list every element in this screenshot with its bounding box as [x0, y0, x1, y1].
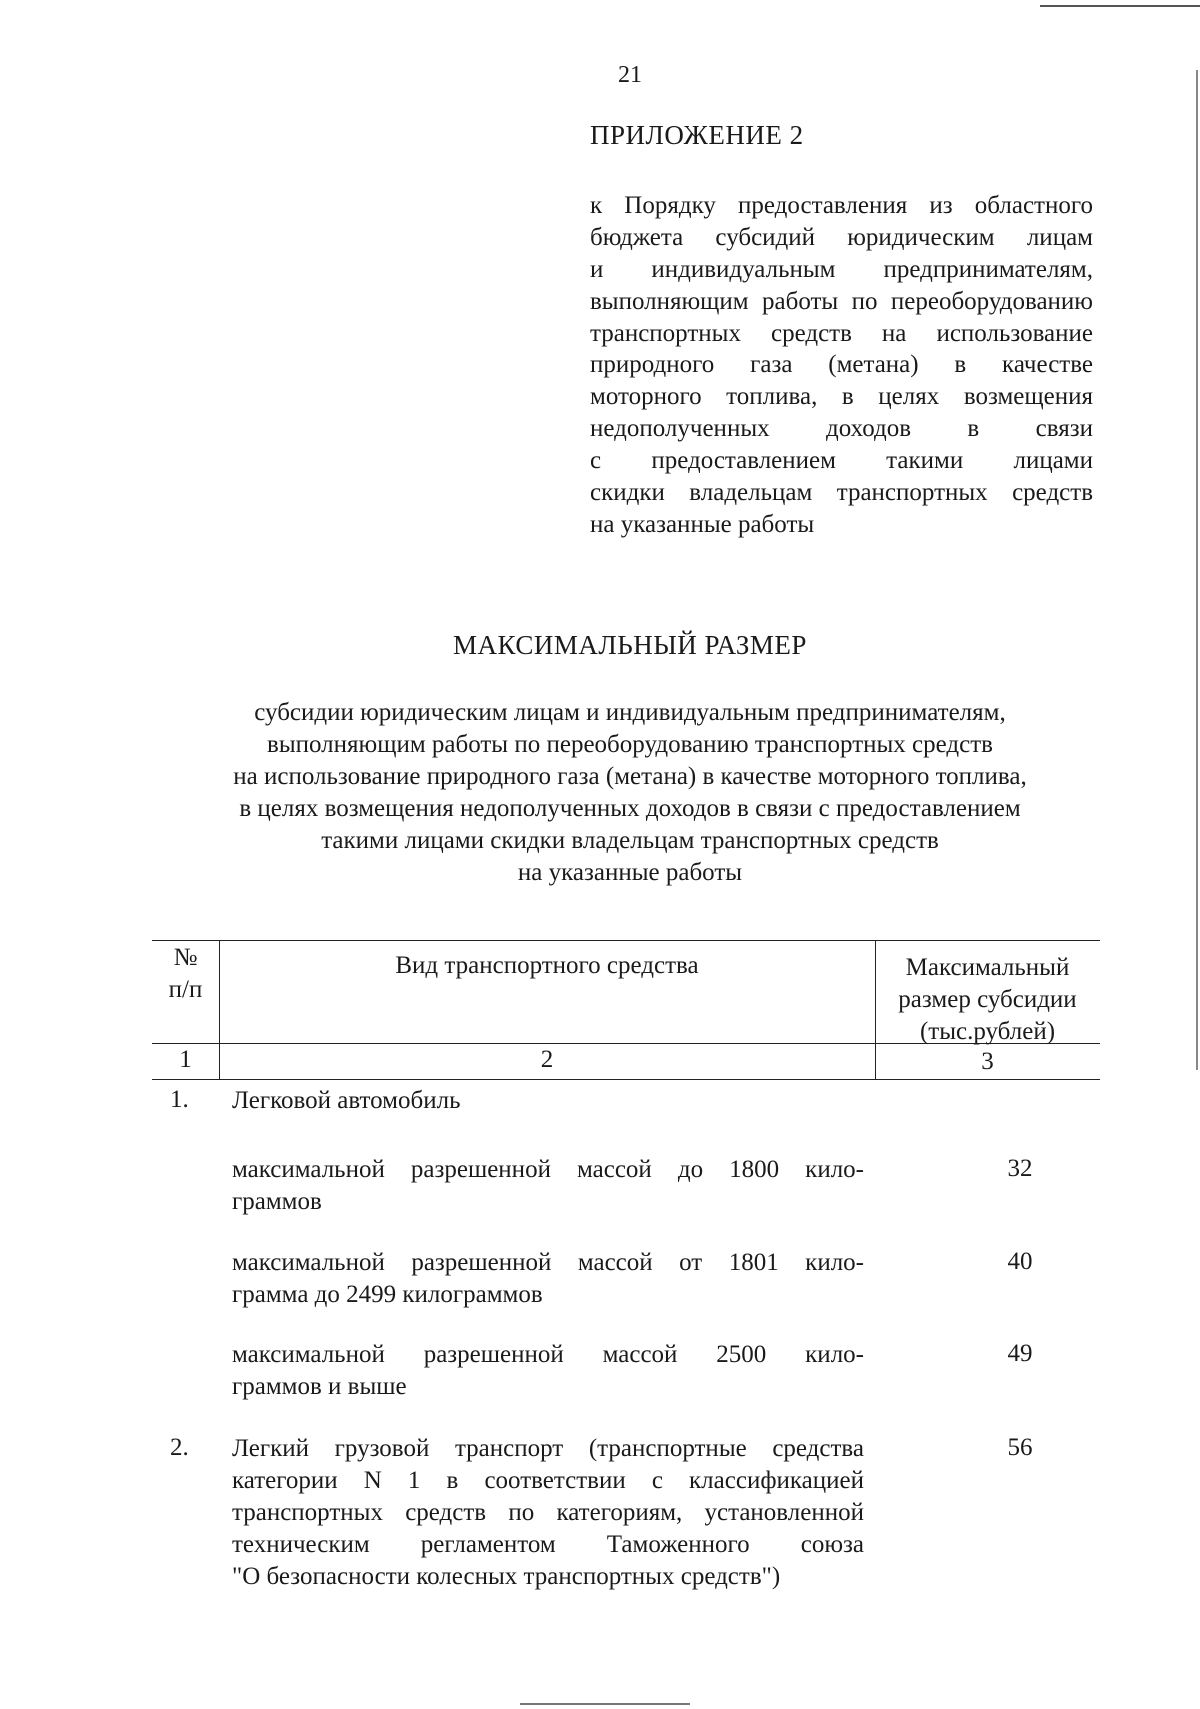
header-num: № п/п: [168, 944, 203, 1003]
column-number-3: 3: [981, 1048, 994, 1075]
row-line: техническим регламентом Таможенного союза: [232, 1530, 864, 1558]
subtitle-line: такими лицами скидки владельцам транспортных средств: [321, 826, 939, 854]
subtitle-line: на использование природного газа (метана) в качестве моторного топлива,: [233, 762, 1027, 790]
subtitle-line: выполняющим работы по переоборудованию транспортных средств: [267, 730, 993, 758]
column-number-1: 1: [179, 1046, 192, 1073]
row-description: [232, 1339, 864, 1403]
appendix-line: к Порядку предоставления из областного: [590, 192, 1093, 219]
document-title: МАКСИМАЛЬНЫЙ РАЗМЕР: [453, 630, 807, 660]
header-type: Вид транспортного средства: [395, 952, 699, 979]
subsidy-table-header: [152, 940, 1100, 1082]
scan-artifact-bottom: [520, 1703, 690, 1705]
appendix-title: ПРИЛОЖЕНИЕ 2: [590, 120, 804, 150]
row-description: [232, 1154, 864, 1218]
row-line: Легкий грузовой транспорт (транспортные средства: [232, 1435, 864, 1462]
table-border-top: [152, 940, 1100, 941]
appendix-line: с предоставлением такими лицами: [590, 447, 1093, 475]
row-description: [232, 1085, 864, 1117]
row-line: максимальной разрешенной массой от 1801 кило-: [232, 1249, 864, 1276]
row-line: "О безопасности колесных транспортных средств"): [232, 1562, 781, 1590]
row-line: категории N 1 в соответствии с классификацией: [232, 1466, 864, 1494]
appendix-line: моторного топлива, в целях возмещения: [590, 383, 1093, 411]
document-subtitle: [100, 697, 1160, 888]
scan-artifact-right: [1196, 70, 1198, 1070]
row-description: [232, 1247, 864, 1311]
subtitle-line: в целях возмещения недополученных доходов в связи с предоставлением: [239, 794, 1021, 822]
appendix-line: транспортных средств на использование: [590, 319, 1093, 347]
appendix-line: недополученных доходов в связи: [590, 415, 1093, 443]
appendix-description: [590, 190, 1093, 541]
row-line: грамма до 2499 килограммов: [232, 1280, 543, 1308]
appendix-line: скидки владельцам транспортных средств: [590, 479, 1093, 507]
row-number: 1.: [170, 1086, 189, 1113]
header-max-size: Максимальный размер субсидии (тыс.рублей): [898, 954, 1077, 1045]
row-line: граммов и выше: [232, 1372, 407, 1400]
scan-artifact-top: [1040, 5, 1200, 7]
page-number: 21: [618, 62, 642, 88]
subtitle-line: субсидии юридическим лицам и индивидуальным предпринимателям,: [254, 699, 1006, 726]
row-value: 32: [1007, 1155, 1033, 1182]
row-line: Легковой автомобиль: [232, 1087, 461, 1114]
row-value: 40: [1007, 1248, 1033, 1275]
appendix-line: природного газа (метана) в качестве: [590, 351, 1093, 379]
column-number-2: 2: [540, 1046, 554, 1073]
row-value: 49: [1007, 1340, 1033, 1367]
row-line: максимальной разрешенной массой до 1800 кило-: [232, 1156, 864, 1183]
appendix-line: выполняющим работы по переоборудованию: [590, 287, 1093, 315]
row-value: 56: [1007, 1434, 1033, 1461]
row-line: транспортных средств по категориям, установленной: [232, 1498, 864, 1526]
appendix-line: и индивидуальным предпринимателям,: [590, 255, 1093, 283]
row-description: [232, 1433, 864, 1592]
row-number: 2.: [170, 1434, 189, 1461]
subtitle-line: на указанные работы: [517, 858, 743, 886]
appendix-line: бюджета субсидий юридическим лицам: [590, 223, 1093, 251]
appendix-line: на указанные работы: [590, 510, 815, 538]
table-border-bottom: [152, 1079, 1100, 1080]
row-line: максимальной разрешенной массой 2500 кило-: [232, 1341, 864, 1368]
row-line: граммов: [232, 1187, 322, 1215]
